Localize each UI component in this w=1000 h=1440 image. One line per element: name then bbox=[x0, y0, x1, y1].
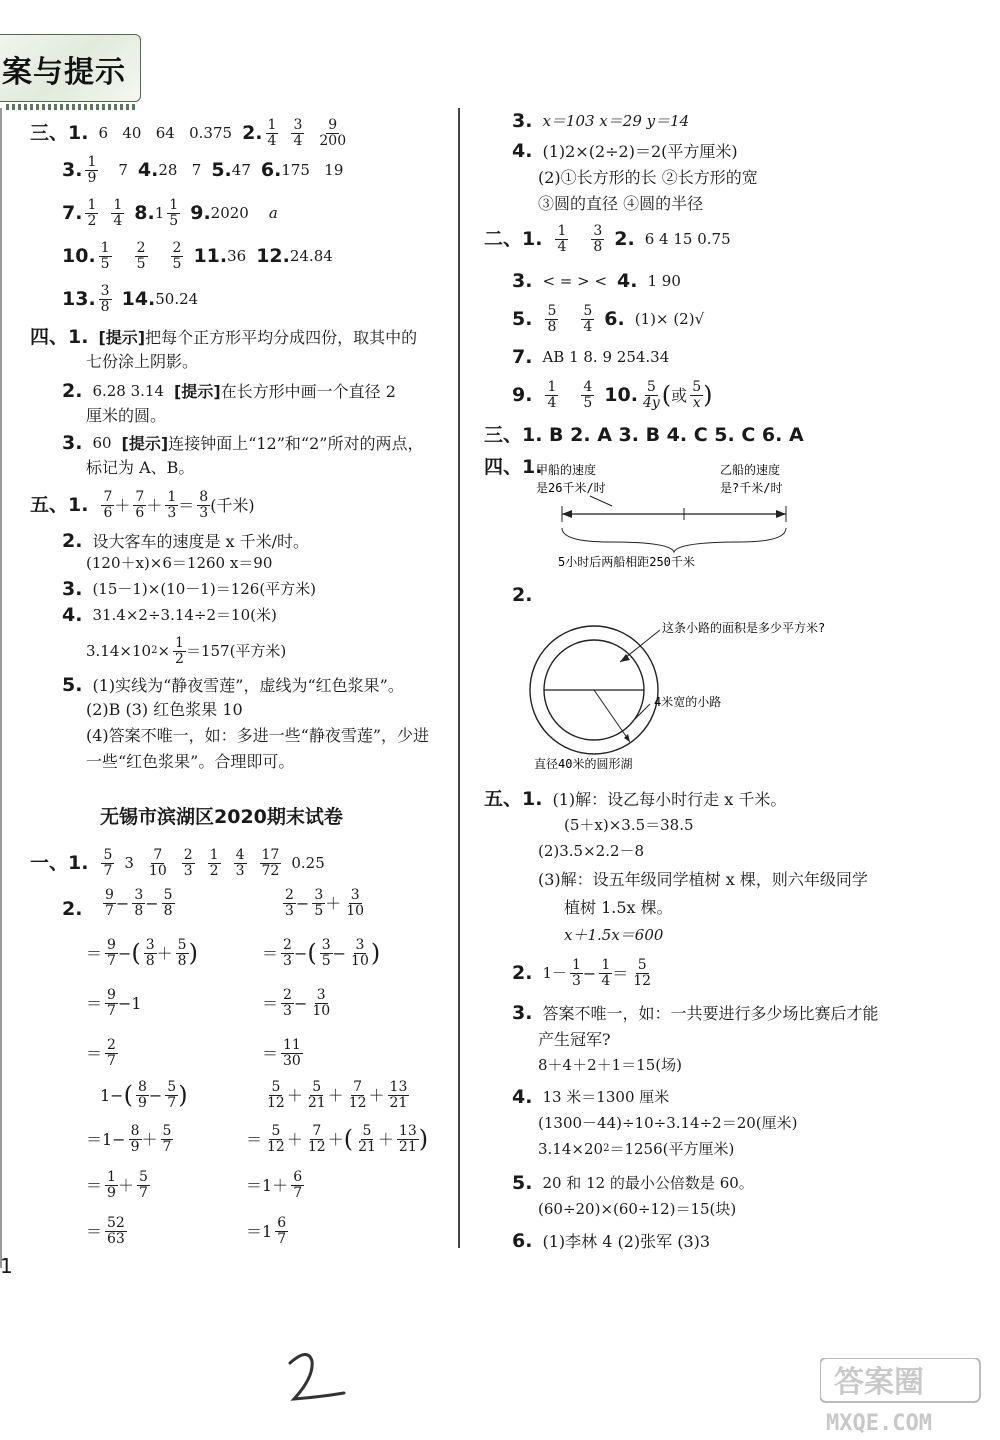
circle-path-diagram bbox=[520, 606, 920, 776]
answer-line: (5＋x)×3.5＝38.5 bbox=[564, 816, 694, 834]
answer-line: 9. $\frac{1}{4}$ $\frac{4}{5}$ 10. $\frac{5}{4y}$ ( 或 $\frac{5}{x}$ ) bbox=[512, 379, 713, 411]
boat-distance-diagram bbox=[530, 456, 850, 576]
calc-step: ＝ $\frac{2}{7}$ bbox=[86, 1037, 116, 1069]
svg-text:直径40米的圆形湖: 直径40米的圆形湖 bbox=[534, 757, 633, 771]
answer-line: (3)解：设五年级同学植树 x 棵，则六年级同学 bbox=[538, 870, 868, 889]
answer-line: 7. $\frac{1}{2}$ $\frac{1}{4}$ 8. 1 $\frac{1}{5}$ 9. 2020 a bbox=[62, 197, 278, 229]
svg-text:这条小路的面积是多少平方米?: 这条小路的面积是多少平方米? bbox=[662, 621, 826, 635]
header-decoration-strip bbox=[6, 104, 138, 110]
answer-line: 2. bbox=[512, 584, 533, 606]
fraction: $\frac{1}{9}$ bbox=[87, 154, 97, 186]
svg-text:4米宽的小路: 4米宽的小路 bbox=[654, 695, 722, 709]
calc-step: $\frac{2}{3}$ − $\frac{3}{5}$ ＋ $\frac{3}{10}$ bbox=[285, 887, 365, 919]
svg-text:5小时后两船相距250千米: 5小时后两船相距250千米 bbox=[558, 555, 695, 569]
answer-line: 厘米的圆。 bbox=[86, 406, 167, 425]
watermark-logo bbox=[820, 1358, 990, 1438]
answer-line: 3. x＝103 x＝29 y＝14 bbox=[512, 110, 690, 132]
answer-line: 五、1. (1)解：设乙每小时行走 x 千米。 bbox=[484, 788, 787, 810]
answer-line: 五、1. $\frac{7}{6}$ ＋ $\frac{7}{6}$ ＋ $\frac{1}{3}$ ＝ $\frac{8}{3}$ (千米) bbox=[30, 489, 255, 521]
fraction: $\frac{9}{200}$ bbox=[319, 117, 347, 149]
calc-step: ＝ $\frac{9}{7}$ − ( $\frac{3}{8}$ ＋ $\frac{5}{8}$ ) bbox=[86, 937, 198, 969]
calc-step: ＝ $\frac{2}{3}$ − ( $\frac{3}{5}$ − $\frac{3}{10}$ ) bbox=[262, 937, 381, 969]
page-number: 1 bbox=[0, 1254, 13, 1278]
answer-line: 一、1. $\frac{5}{7}$ 3 $\frac{7}{10}$ $\frac{2}{3}$ $\frac{1}{2}$ $\frac{4}{3}$ $\frac{17}{72}$ 0.25 bbox=[30, 847, 325, 879]
answer-line: 8＋4＋2＋1＝15(场) bbox=[538, 1056, 682, 1074]
hint-label: [提示] bbox=[121, 433, 169, 453]
svg-text:是?千米/时: 是?千米/时 bbox=[720, 481, 783, 495]
answer-line: (60÷20)×(60÷12)＝15(块) bbox=[538, 1200, 737, 1218]
answer-line: (2)①长方形的长 ②长方形的宽 bbox=[538, 168, 758, 187]
answer-line: 4. 13 米＝1300 厘米 bbox=[512, 1086, 670, 1108]
calc-step: ＝1＋ $\frac{6}{7}$ bbox=[246, 1169, 303, 1201]
answer-line: 三、1. B 2. A 3. B 4. C 5. C 6. A bbox=[484, 424, 804, 446]
question-label: 三、1. bbox=[30, 121, 89, 144]
answer-line: 四、1. bbox=[484, 456, 543, 478]
answer-line: 4. 31.4×2÷3.14÷2＝10(米) bbox=[62, 604, 277, 626]
svg-text:甲船的速度: 甲船的速度 bbox=[536, 463, 597, 477]
answer-line: 七份涂上阴影。 bbox=[86, 352, 199, 371]
calc-step: ＝ $\frac{52}{63}$ bbox=[86, 1215, 125, 1247]
answer-line: (120＋x)×6＝1260 x＝90 bbox=[86, 554, 273, 572]
section-header-title: 案与提示 bbox=[2, 55, 126, 90]
answer-line: 2. bbox=[62, 898, 83, 920]
answer-line: 7. AB 1 8. 9 254.34 bbox=[512, 346, 670, 368]
answer-line: 3. (15－1)×(10－1)＝126(平方米) bbox=[62, 578, 317, 600]
answer-line: 2. 6.28 3.14 [提示] 在长方形中画一个直径 2 bbox=[62, 380, 396, 402]
exam-title: 无锡市滨湖区2020期末试卷 bbox=[100, 806, 343, 828]
answer-line: 四、1. [提示] 把每个正方形平均分成四份，取其中的 bbox=[30, 326, 418, 348]
calc-step: ＝ $\frac{11}{30}$ bbox=[262, 1037, 301, 1069]
answer-line: 产生冠军? bbox=[538, 1030, 611, 1049]
svg-text:答案圈: 答案圈 bbox=[834, 1365, 924, 1400]
answer-line: 植树 1.5x 棵。 bbox=[564, 898, 673, 917]
calc-step: ＝ $\frac{9}{7}$ −1 bbox=[86, 987, 142, 1019]
calc-step: ＝1− $\frac{8}{9}$ ＋ $\frac{5}{7}$ bbox=[86, 1123, 172, 1155]
answer-line: 3. 答案不唯一，如：一共要进行多少场比赛后才能 bbox=[512, 1002, 879, 1024]
answer-line: 6. (1)李林 4 (2)张军 (3)3 bbox=[512, 1230, 711, 1252]
svg-text:乙船的速度: 乙船的速度 bbox=[720, 463, 781, 477]
answer-line: 二、1. $\frac{1}{4}$ $\frac{3}{8}$ 2. 6 4 15 0.75 bbox=[484, 223, 731, 255]
answer-values: 6 40 64 0.375 bbox=[98, 124, 233, 143]
answer-line: 标记为 A、B。 bbox=[86, 458, 195, 477]
answer-line: 4. (1)2×(2÷2)＝2(平方厘米) bbox=[512, 140, 738, 162]
calc-step: ＝1 $\frac{6}{7}$ bbox=[246, 1215, 287, 1247]
hint-label: [提示] bbox=[98, 327, 146, 347]
answer-line: (4)答案不唯一，如：多进一些“静夜雪莲”，少进 bbox=[86, 726, 430, 745]
answer-line: 13. $\frac{3}{8}$ 14. 50.24 bbox=[62, 283, 199, 315]
handwritten-mark bbox=[280, 1345, 360, 1415]
answer-line: 2. 设大客车的速度是 x 千米/时。 bbox=[62, 530, 310, 552]
fraction: $\frac{3}{4}$ bbox=[293, 117, 303, 149]
hint-label: [提示] bbox=[174, 381, 221, 401]
calc-step: 1− ( $\frac{8}{9}$ − $\frac{5}{7}$ ) bbox=[100, 1079, 188, 1111]
answer-line: (2)B (3) 红色浆果 10 bbox=[86, 700, 243, 719]
calc-step: $\frac{5}{12}$ ＋ $\frac{5}{21}$ ＋ $\frac{7}{12}$ ＋ $\frac{13}{21}$ bbox=[267, 1079, 408, 1111]
answer-line: 3. < = > < 4. 1 90 bbox=[512, 270, 681, 292]
answer-line: 3.14×20 2 ＝1256(平方厘米) bbox=[538, 1140, 735, 1158]
answer-line: 三、1. 6 40 64 0.375 2. $\frac{1}{4}$ $\frac{3}{4}$ $\frac{9}{200}$ bbox=[30, 117, 347, 149]
answer-line: x＋1.5x＝600 bbox=[564, 926, 664, 944]
column-divider bbox=[458, 108, 460, 1248]
answer-line: 5. 20 和 12 的最小公倍数是 60。 bbox=[512, 1172, 754, 1194]
section-header-banner bbox=[0, 34, 141, 102]
answer-line: 10. $\frac{1}{5}$ $\frac{2}{5}$ $\frac{2}{5}$ 11. 36 12. 24.84 bbox=[62, 240, 333, 272]
page-edge-line bbox=[0, 108, 2, 1268]
answer-line: 3. $\frac{1}{9}$ 7 4. 28 7 5. 47 6. 175 19 bbox=[62, 154, 344, 186]
answer-line: 5. (1)实线为“静夜雪莲”，虚线为“红色浆果”。 bbox=[62, 674, 404, 696]
svg-text:MXQE.COM: MXQE.COM bbox=[826, 1411, 932, 1436]
calc-step: ＝ $\frac{5}{12}$ ＋ $\frac{7}{12}$ ＋ ( $\frac{5}{21}$ ＋ $\frac{13}{21}$ ) bbox=[246, 1123, 429, 1155]
answer-line: 5. $\frac{5}{8}$ $\frac{5}{4}$ 6. (1)× (2)√ bbox=[512, 303, 705, 335]
calc-step: ＝ $\frac{1}{9}$ ＋ $\frac{5}{7}$ bbox=[86, 1169, 148, 1201]
answer-line: (1300－44)÷10÷3.14÷2＝20(厘米) bbox=[538, 1114, 798, 1132]
fraction: $\frac{1}{4}$ bbox=[267, 117, 277, 149]
answer-line: (2)3.5×2.2－8 bbox=[538, 842, 645, 860]
answer-line: 3. 60 [提示] 连接钟面上“12”和“2”所对的两点， bbox=[62, 432, 424, 454]
answer-line: ③圆的直径 ④圆的半径 bbox=[538, 194, 704, 213]
calc-step: ＝ $\frac{2}{3}$ − $\frac{3}{10}$ bbox=[262, 987, 331, 1019]
svg-text:是26千米/时: 是26千米/时 bbox=[536, 481, 606, 495]
answer-line: 3.14×10 2 × $\frac{1}{2}$ ＝157(平方米) bbox=[86, 635, 287, 667]
calc-step: $\frac{9}{7}$ − $\frac{3}{8}$ − $\frac{5}{8}$ bbox=[105, 887, 173, 919]
answer-line: 2. 1－ $\frac{1}{3}$ − $\frac{1}{4}$ ＝ $\frac{5}{12}$ bbox=[512, 957, 652, 989]
answer-line: 一些“红色浆果”。合理即可。 bbox=[86, 752, 295, 771]
